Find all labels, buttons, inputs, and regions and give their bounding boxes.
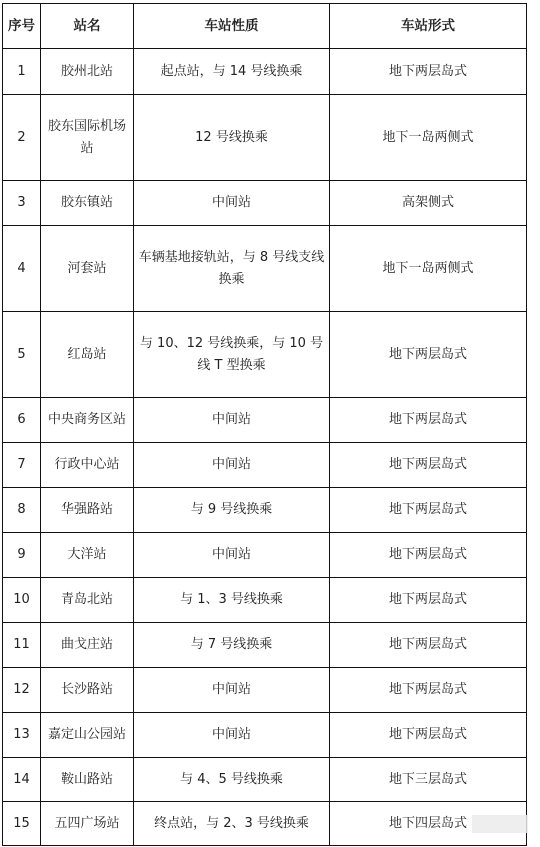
cell-station-name: 胶州北站: [41, 49, 134, 95]
cell-station-name: 红岛站: [41, 312, 134, 398]
cell-station-name: 胶东国际机场站: [41, 95, 134, 181]
cell-station-nature: 中间站: [134, 668, 330, 713]
cell-station-nature: 12 号线换乘: [134, 95, 330, 181]
cell-station-form: 地下两层岛式: [330, 312, 527, 398]
cell-station-name: 鞍山路站: [41, 758, 134, 802]
cell-station-name: 曲戈庄站: [41, 623, 134, 668]
table-row: [3, 623, 527, 668]
header-nature: 车站性质: [134, 4, 330, 49]
cell-station-form: 地下两层岛式: [330, 443, 527, 488]
cell-station-form: 地下四层岛式: [330, 802, 527, 846]
cell-station-name: 中央商务区站: [41, 398, 134, 443]
cell-station-name: 华强路站: [41, 488, 134, 533]
cell-no: 13: [3, 713, 41, 758]
cell-station-nature: 中间站: [134, 181, 330, 226]
cell-station-nature: 中间站: [134, 398, 330, 443]
cell-no: 2: [3, 95, 41, 181]
table-row: [3, 95, 527, 181]
cell-station-nature: 与 1、3 号线换乘: [134, 578, 330, 623]
table-row: [3, 488, 527, 533]
cell-station-nature: 终点站，与 2、3 号线换乘: [134, 802, 330, 846]
station-table: [2, 3, 527, 846]
cell-no: 11: [3, 623, 41, 668]
cell-station-name: 长沙路站: [41, 668, 134, 713]
table-row: [3, 533, 527, 578]
table-row: [3, 713, 527, 758]
cell-no: 3: [3, 181, 41, 226]
header-name: 站名: [41, 4, 134, 49]
cell-station-form: 地下一岛两侧式: [330, 95, 527, 181]
table-row: [3, 226, 527, 312]
watermark: [472, 815, 528, 833]
table-row: [3, 668, 527, 713]
cell-station-nature: 中间站: [134, 443, 330, 488]
cell-no: 14: [3, 758, 41, 802]
cell-no: 6: [3, 398, 41, 443]
cell-station-form: 地下两层岛式: [330, 578, 527, 623]
header-no: 序号: [3, 4, 41, 49]
cell-station-name: 胶东镇站: [41, 181, 134, 226]
cell-station-nature: 与 10、12 号线换乘，与 10 号线 T 型换乘: [134, 312, 330, 398]
cell-station-form: 地下两层岛式: [330, 398, 527, 443]
table-row: [3, 802, 527, 846]
cell-station-nature: 中间站: [134, 713, 330, 758]
cell-station-form: 地下两层岛式: [330, 49, 527, 95]
cell-station-form: 地下两层岛式: [330, 488, 527, 533]
cell-station-name: 大洋站: [41, 533, 134, 578]
cell-station-nature: 起点站，与 14 号线换乘: [134, 49, 330, 95]
table-row: [3, 181, 527, 226]
cell-station-name: 五四广场站: [41, 802, 134, 846]
cell-station-name: 青岛北站: [41, 578, 134, 623]
cell-no: 1: [3, 49, 41, 95]
cell-no: 15: [3, 802, 41, 846]
table-row: [3, 578, 527, 623]
table-row: [3, 398, 527, 443]
table-row: [3, 49, 527, 95]
cell-station-form: 地下两层岛式: [330, 668, 527, 713]
cell-station-form: 地下一岛两侧式: [330, 226, 527, 312]
table-row: [3, 758, 527, 802]
table-row: [3, 312, 527, 398]
cell-station-nature: 中间站: [134, 533, 330, 578]
cell-station-name: 行政中心站: [41, 443, 134, 488]
header-row: [3, 4, 527, 49]
cell-no: 7: [3, 443, 41, 488]
cell-no: 12: [3, 668, 41, 713]
cell-station-form: 高架侧式: [330, 181, 527, 226]
cell-station-form: 地下两层岛式: [330, 713, 527, 758]
cell-station-form: 地下两层岛式: [330, 623, 527, 668]
cell-no: 8: [3, 488, 41, 533]
cell-no: 10: [3, 578, 41, 623]
cell-station-nature: 与 9 号线换乘: [134, 488, 330, 533]
cell-station-form: 地下两层岛式: [330, 533, 527, 578]
cell-station-nature: 车辆基地接轨站，与 8 号线支线换乘: [134, 226, 330, 312]
cell-station-form: 地下三层岛式: [330, 758, 527, 802]
cell-station-name: 嘉定山公园站: [41, 713, 134, 758]
cell-station-name: 河套站: [41, 226, 134, 312]
header-form: 车站形式: [330, 4, 527, 49]
cell-no: 5: [3, 312, 41, 398]
cell-station-nature: 与 4、5 号线换乘: [134, 758, 330, 802]
table-row: [3, 443, 527, 488]
cell-station-nature: 与 7 号线换乘: [134, 623, 330, 668]
cell-no: 4: [3, 226, 41, 312]
cell-no: 9: [3, 533, 41, 578]
